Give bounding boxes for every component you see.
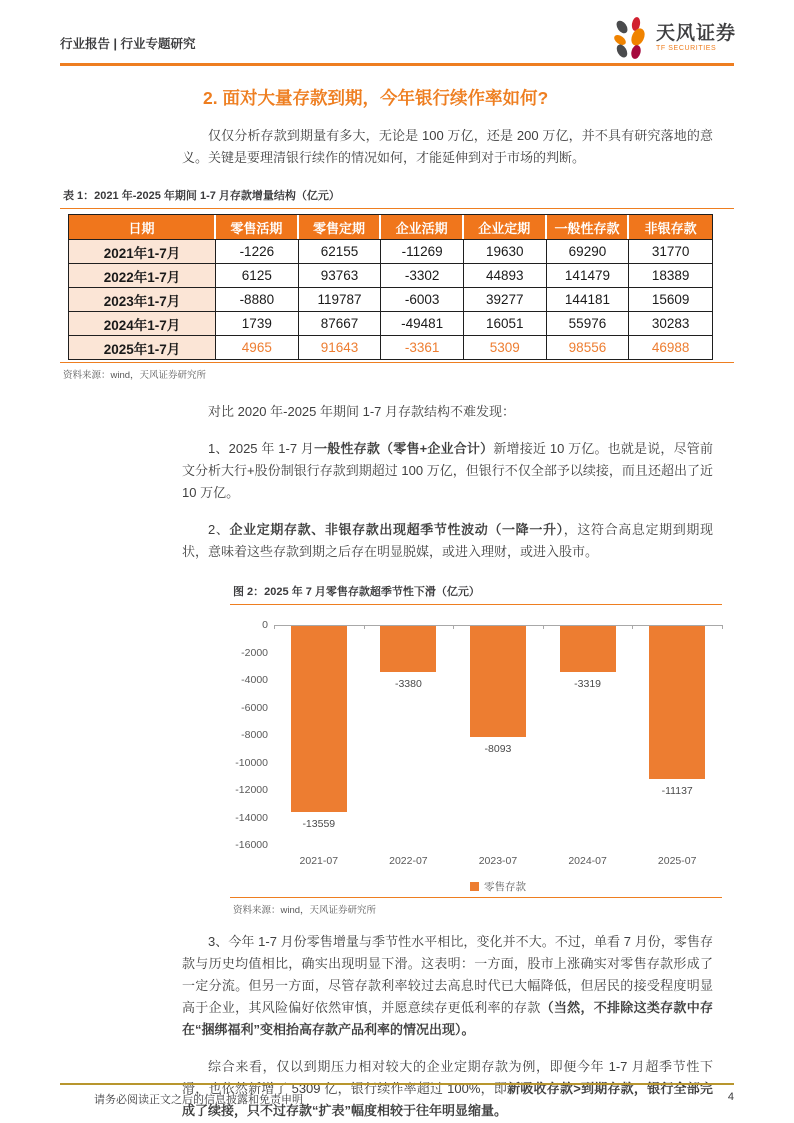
row-date-cell: 2023年1-7月 <box>69 287 216 311</box>
paragraph-intro <box>182 125 713 169</box>
table-row <box>69 335 712 359</box>
column-header: 一般性存款 <box>547 215 630 239</box>
bar-value-label: -3380 <box>394 678 422 690</box>
value-cell: 141479 <box>547 263 630 287</box>
brand-text <box>656 24 736 52</box>
page-footer <box>60 1083 734 1107</box>
bar-2021-07 <box>291 626 347 812</box>
value-cell: -8880 <box>216 287 299 311</box>
text-run: 综合来看，仅以到期压力相对较大的企业定期存款为例，即便今年 1-7 月超季节性下滑，也依然新增了 5309 亿，银行续作率超过 100%，即 <box>182 1059 713 1096</box>
y-axis-tick-label: -14000 <box>235 811 268 824</box>
tf-securities-logo <box>611 17 736 59</box>
value-cell: 18389 <box>629 263 712 287</box>
value-cell: 15609 <box>629 287 712 311</box>
y-axis-tick-label: -16000 <box>235 839 268 851</box>
text-run: 新吸收存款>到期存款，银行全部完成了续接，只不过存款“扩表”幅度相较于往年明显缩量。 <box>182 1081 713 1118</box>
value-cell: 16051 <box>464 311 547 335</box>
value-cell: 46988 <box>629 335 712 359</box>
brand-name: 天风证券 <box>655 23 736 44</box>
bar-value-label: -11137 <box>661 785 693 797</box>
y-axis-tick-label: -2000 <box>241 646 268 659</box>
value-cell: 87667 <box>299 311 382 335</box>
value-cell: 4965 <box>216 335 299 359</box>
value-cell: 62155 <box>299 239 382 263</box>
value-cell: -11269 <box>381 239 464 263</box>
value-cell: 98556 <box>547 335 630 359</box>
report-type-label: 行业报告 | 行业专题研究 <box>60 37 196 51</box>
text-run: 3、今年 1-7 月份零售增量与季节性水平相比，变化并不大。不过，单看 7 月份，零售存款与历史均值相比，确实出现明显下滑。这表明：一方面，股市上涨确实对零售存款形成了一定分流。但另一方面，尽管存款利率较过去高息时代已大幅降低，但居民的接受程度明显高于企业，其风险偏好依然审慎，并愿意续存更低利率的存款 <box>182 934 713 1015</box>
bar-2023-07 <box>470 626 526 737</box>
value-cell: 31770 <box>629 239 712 263</box>
value-cell: 69290 <box>547 239 630 263</box>
column-header: 企业定期 <box>464 215 547 239</box>
paragraph-compare <box>182 401 713 423</box>
x-axis-tick-label: 2023-07 <box>478 855 518 867</box>
legend-swatch-icon <box>470 882 479 891</box>
table-row <box>69 311 712 335</box>
axis-tick <box>274 625 275 629</box>
text-run: 对比 2020 年-2025 年期间 1-7 月存款结构不难发现： <box>208 404 516 419</box>
axis-tick <box>543 625 544 629</box>
text-run: 新增接近 10 万亿。也就是说，尽管前文分析大行+股份制银行存款到期超过 100 万亿，但银行不仅全部予以续接，而且还超出了近 10 万亿。 <box>182 441 713 500</box>
y-axis-tick-label: -4000 <box>241 674 268 686</box>
table-body <box>69 239 712 359</box>
value-cell: -3361 <box>381 335 464 359</box>
column-header: 企业活期 <box>381 215 464 239</box>
page-number: 4 <box>727 1091 734 1103</box>
text-run: 2、 <box>208 522 230 537</box>
value-cell: 1739 <box>216 311 299 335</box>
y-axis-tick-label: -12000 <box>235 784 268 796</box>
value-cell: 44893 <box>464 263 547 287</box>
column-header: 日期 <box>69 215 216 239</box>
value-cell: 19630 <box>464 239 547 263</box>
retail-deposit-bar-chart <box>230 619 722 895</box>
value-cell: 5309 <box>464 335 547 359</box>
axis-tick <box>453 625 454 629</box>
x-axis-tick-label: 2024-07 <box>568 855 607 867</box>
table-row <box>69 287 712 311</box>
bar-2022-07 <box>380 626 436 672</box>
axis-tick <box>632 625 633 629</box>
x-axis-tick-label: 2022-07 <box>389 855 428 867</box>
text-run: ，这符合高息定期到期现状，意味着这些存款到期之后存在明显脱媒，或进入理财，或进入股市。 <box>182 522 713 559</box>
column-header: 零售活期 <box>216 215 299 239</box>
y-axis-tick-label: -10000 <box>235 756 268 769</box>
row-date-cell: 2021年1-7月 <box>69 239 216 263</box>
value-cell: 39277 <box>464 287 547 311</box>
x-axis-tick-label: 2025-07 <box>657 855 697 867</box>
text-run: 企业定期存款、非银存款出现超季节性波动（一降一升） <box>229 522 564 537</box>
value-cell: -3302 <box>381 263 464 287</box>
chart-legend <box>274 879 722 894</box>
table-header-row <box>69 215 712 239</box>
deposit-structure-table <box>68 214 713 360</box>
value-cell: 6125 <box>216 263 299 287</box>
bar-2025-07 <box>649 626 705 779</box>
chart-caption: 图 2：2025 年 7 月零售存款超季节性下滑（亿元） <box>230 583 722 605</box>
bar-value-label: -13559 <box>302 818 336 830</box>
value-cell: 119787 <box>299 287 382 311</box>
value-cell: 55976 <box>547 311 630 335</box>
bar-2024-07 <box>560 626 616 672</box>
text-run: 1、2025 年 1-7 月 <box>208 441 315 456</box>
value-cell: 30283 <box>629 311 712 335</box>
value-cell: -6003 <box>381 287 464 311</box>
table-caption: 表 1：2021 年-2025 年期间 1-7 月存款增量结构（亿元） <box>60 187 734 209</box>
bar-value-label: -3319 <box>574 678 602 690</box>
bar-value-label: -8093 <box>484 743 512 755</box>
axis-tick <box>364 625 365 629</box>
chart-source-note: 资料来源：wind，天风证券研究所 <box>230 897 722 916</box>
value-cell: -49481 <box>381 311 464 335</box>
logo-flower-icon <box>611 17 651 59</box>
row-date-cell: 2024年1-7月 <box>69 311 216 335</box>
page-header <box>60 0 734 66</box>
text-run: 一般性存款（零售+企业合计） <box>314 441 494 456</box>
report-body <box>60 85 734 1122</box>
axis-tick <box>722 625 723 629</box>
value-cell: 93763 <box>299 263 382 287</box>
table-row <box>69 263 712 287</box>
paragraph-point3 <box>182 931 713 1041</box>
paragraph-point1 <box>182 438 713 504</box>
brand-subtitle: TF SECURITIES <box>655 45 717 52</box>
section-title: 2. 面对大量存款到期，今年银行续作率如何? <box>203 88 549 108</box>
column-header: 零售定期 <box>299 215 382 239</box>
table-head <box>69 215 712 239</box>
legend-label: 零售存款 <box>484 881 526 893</box>
text-run: 仅仅分析存款到期量有多大，无论是 100 万亿，还是 200 万亿，并不具有研究落地的意义。关键是要理清银行续作的情况如何，才能延伸到对于市场的判断。 <box>182 128 713 165</box>
row-date-cell: 2025年1-7月 <box>69 335 216 359</box>
y-axis-tick-label: -8000 <box>241 729 268 741</box>
row-date-cell: 2022年1-7月 <box>69 263 216 287</box>
y-axis-tick-label: 0 <box>262 619 268 631</box>
value-cell: 91643 <box>299 335 382 359</box>
y-axis-tick-label: -6000 <box>241 701 268 714</box>
chart-block <box>230 583 722 916</box>
paragraph-point2 <box>182 519 713 563</box>
footer-disclaimer: 请务必阅读正文之后的信息披露和免责申明 <box>94 1094 303 1106</box>
value-cell: 144181 <box>547 287 630 311</box>
value-cell: -1226 <box>216 239 299 263</box>
x-axis-tick-label: 2021-07 <box>299 855 339 867</box>
column-header: 非银存款 <box>629 215 712 239</box>
table-row <box>69 239 712 263</box>
table-source-note: 资料来源：wind，天风证券研究所 <box>60 362 734 381</box>
text-run: （当然，不排除这类存款中存在“捆绑福利”变相抬高存款产品利率的情况出现）。 <box>182 1000 713 1037</box>
